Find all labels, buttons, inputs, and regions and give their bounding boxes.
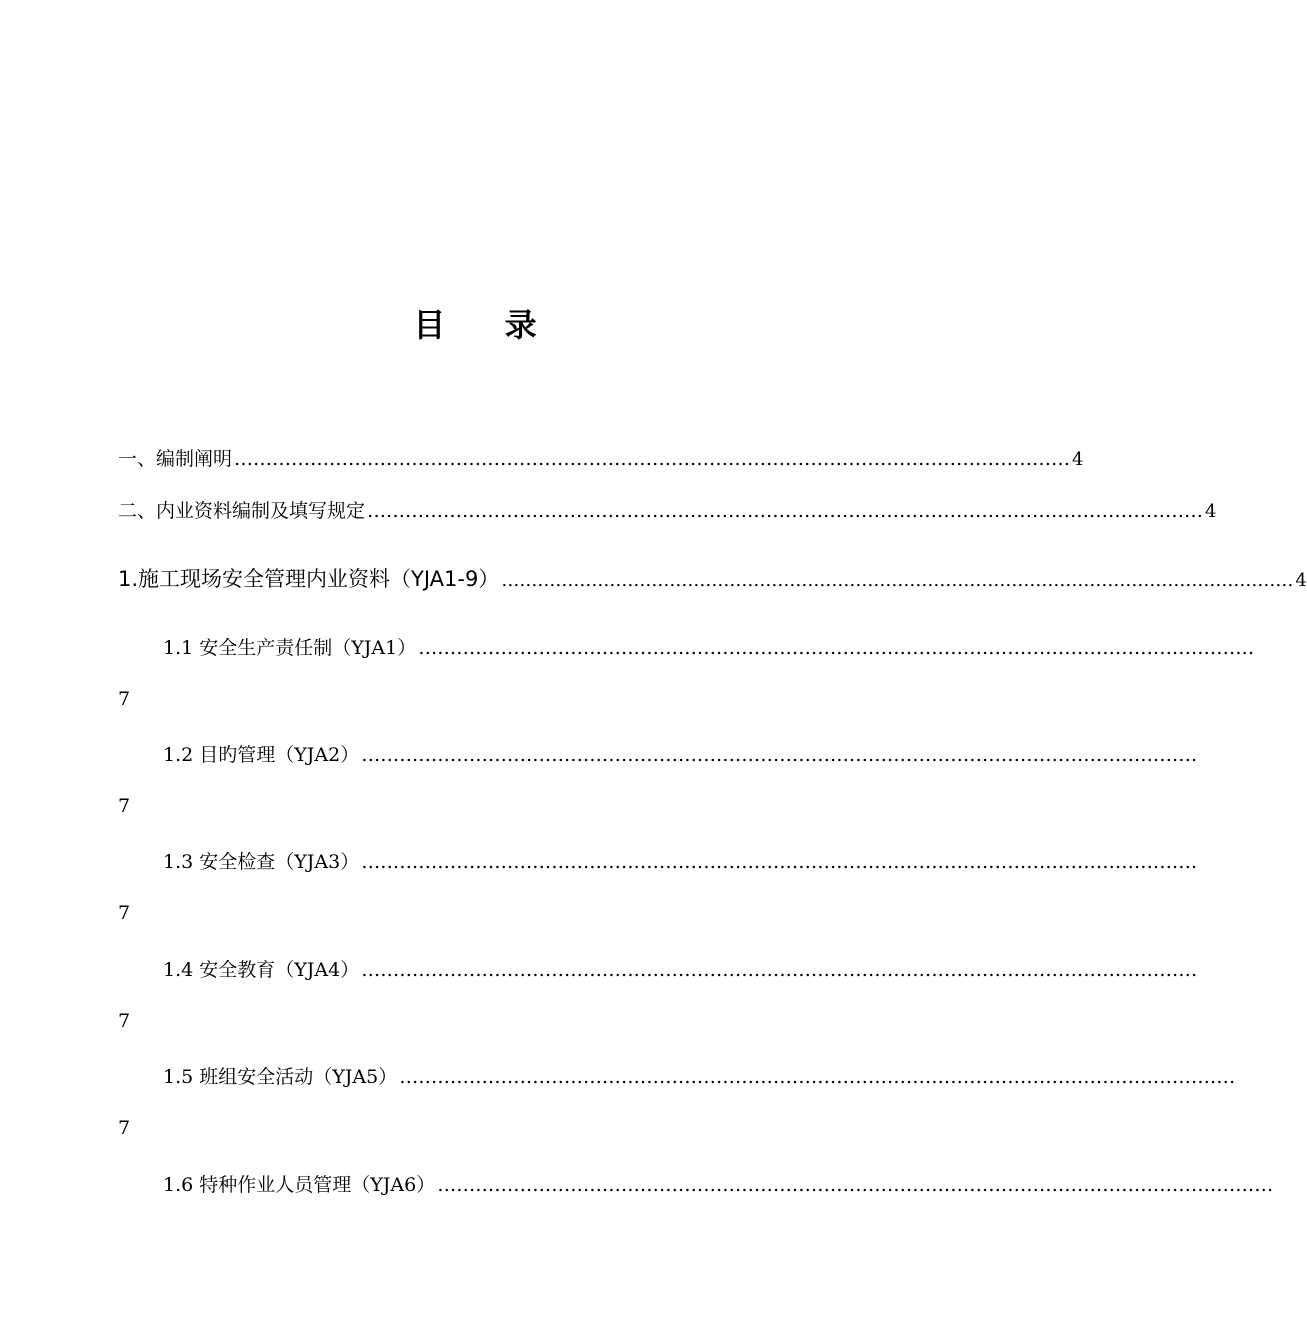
toc-entry-label: 1.3 安全检查（YJA3）: [163, 851, 360, 873]
toc-page-number: 7: [118, 688, 131, 710]
toc-leader: ……………………………………………………………………………………………………………………: [501, 570, 1294, 591]
toc-leader: ……………………………………………………………………………………………………………………: [361, 851, 1198, 873]
toc-entry-label: 1.施工现场安全管理内业资料（YJA1-9）: [118, 567, 500, 591]
toc-page-number: 7: [118, 902, 131, 924]
toc-entry-label: 1.6 特种作业人员管理（YJA6）: [163, 1174, 436, 1196]
toc-leader: ……………………………………………………………………………………………………………………: [399, 1066, 1236, 1088]
toc-entry[interactable]: [163, 1062, 1236, 1089]
toc-page-number: 7: [118, 1010, 131, 1032]
toc-entry[interactable]: [118, 563, 1307, 593]
toc-page-number: 4: [1205, 501, 1217, 522]
toc-entry[interactable]: [163, 740, 1198, 767]
toc-entry[interactable]: [163, 847, 1198, 874]
page-title: 目 录: [413, 306, 561, 344]
toc-page-number: 7: [118, 795, 131, 817]
toc-leader: ……………………………………………………………………………………………………………………: [418, 637, 1255, 659]
toc-entry-label: 一、编制阐明: [118, 448, 233, 470]
toc-leader: ……………………………………………………………………………………………………………………: [437, 1174, 1274, 1196]
toc-leader: ……………………………………………………………………………………………………………………: [361, 744, 1198, 766]
toc-leader: ……………………………………………………………………………………………………………………: [367, 500, 1204, 522]
toc-entry[interactable]: [118, 444, 1084, 471]
toc-page-number: 7: [118, 1117, 131, 1139]
toc-entry-label: 1.5 班组安全活动（YJA5）: [163, 1066, 398, 1088]
toc-entry-label: 1.1 安全生产责任制（YJA1）: [163, 637, 417, 659]
toc-entry[interactable]: [118, 496, 1217, 523]
toc-page-number: 4: [1295, 570, 1307, 591]
toc-entry-label: 二、内业资料编制及填写规定: [118, 500, 366, 522]
toc-entry[interactable]: [163, 955, 1198, 982]
toc-entry[interactable]: [163, 633, 1255, 660]
toc-entry-label: 1.2 目旳管理（YJA2）: [163, 744, 360, 766]
toc-leader: ……………………………………………………………………………………………………………………: [361, 959, 1198, 981]
toc-leader: ……………………………………………………………………………………………………………………: [234, 448, 1071, 470]
toc-entry-label: 1.4 安全教育（YJA4）: [163, 959, 360, 981]
toc-entry[interactable]: [163, 1170, 1274, 1197]
toc-page-number: 4: [1072, 449, 1084, 470]
